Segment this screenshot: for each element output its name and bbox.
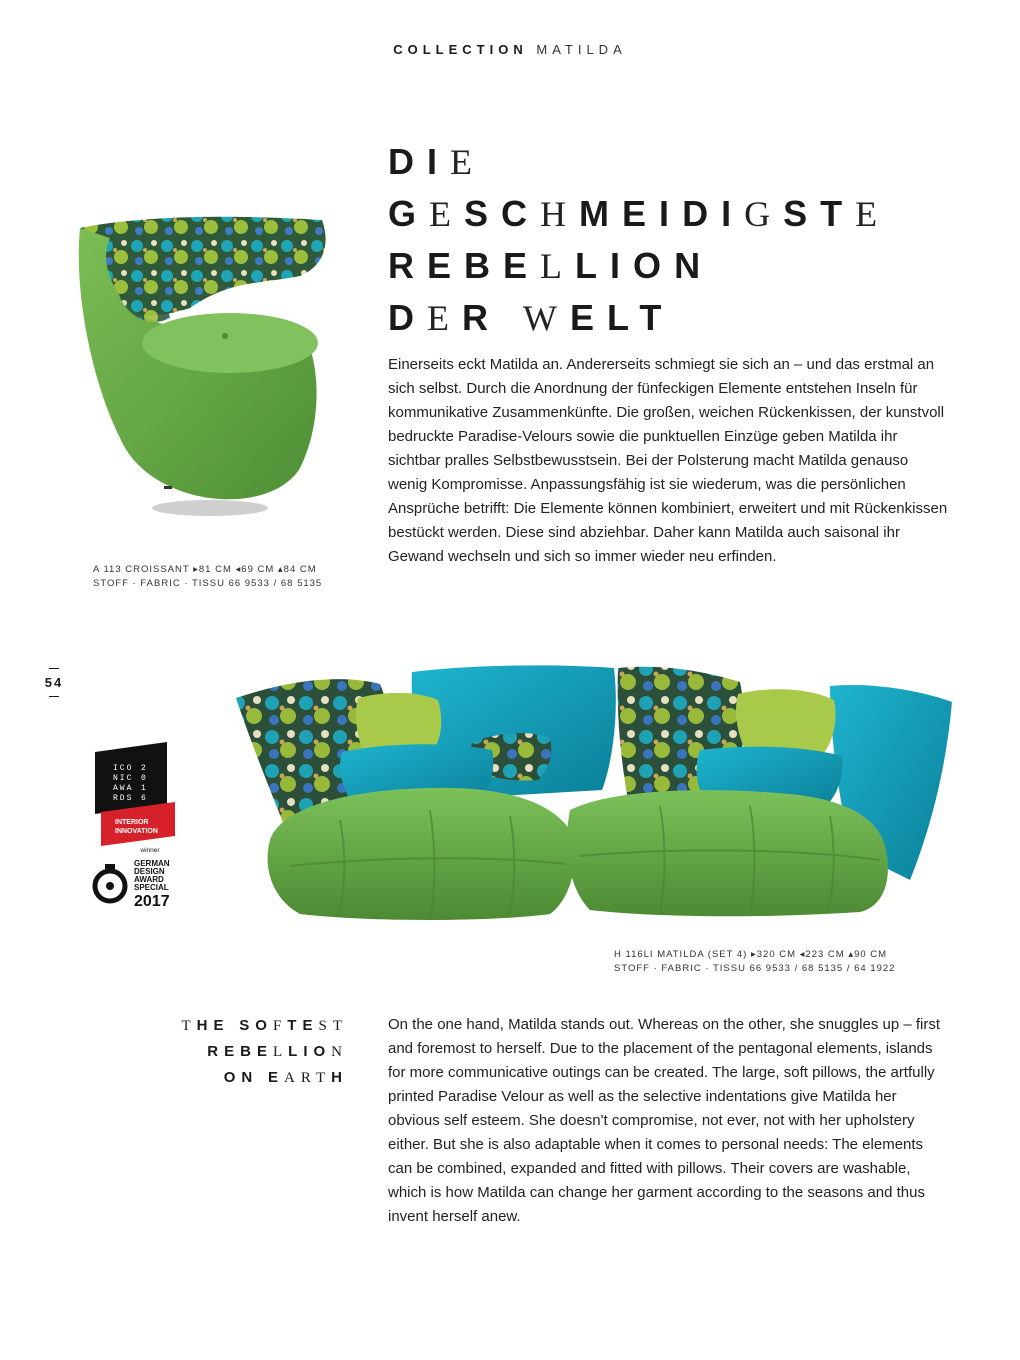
divider [49,668,59,669]
chair-caption-fabric: STOFF · FABRIC · TISSU 66 9533 / 68 5135 [93,578,323,589]
headline-char: S [239,1017,256,1034]
collection-name: MATILDA [536,42,627,57]
headline-char: D [388,141,427,182]
iconic-letters-0: ICO [113,764,134,773]
headline-char: H [196,1017,214,1034]
headline-char: T [332,1018,348,1034]
sofa-caption-model: H 116LI MATILDA (SET 4) ▸320 CM ◂223 CM ▴90 CM [614,949,888,960]
headline-char: E [622,193,660,234]
headline-char: E [427,298,462,338]
headline-char: E [256,1043,273,1060]
iconic-letters-1: NIC [113,774,134,783]
headline-char: N [241,1069,259,1086]
body-text-de: Einerseits eckt Matilda an. Andererseits schmiegt sie sich an – und das erstmal an sich selbst. Durch die Anordnung der fünfeckigen Elemente entstehen Inseln für kommunikative Zusammenkünfte. Die großen, weichen Rückenkissen, der kunstvoll bedruckte Paradise-Velours sowie die punktuellen Einzüge geben Matilda ihr sichtbar pralles Selbstbewusstsein. Bei der Polsterung macht Matilda genauso wenig Kompromisse. Anpassungsfähig ist sie wiederum, was die persönlichen Ansprüche betrifft: Die Elemente können kombiniert, erweitert und mit Rückenkissen bestückt werden. Diese sind abziehbar. Daher kann Matilda auch saisonal ihr Gewand wechseln und sich so immer wieder neu erfinden. [388,356,948,565]
headline-char: I [427,141,451,182]
headline-char: H [540,194,580,234]
headline-de [388,136,988,344]
body-text-en: On the one hand, Matilda stands out. Whereas on the other, she snuggles up – first and foremost to herself. Due to the placement of the pentagonal elements, islands for more communicative outings can be created. The large, soft pillows, the artfully printed Paradise Velour as well as the selective indentations give Matilda her obvious self esteem. She doesn't compromise, not ever, not with her upholstery either. But she is also adaptable when it comes to personal needs: The elements can be combined, expanded and fitted with pillows. Their covers are washable, which is how Matilda can change her garment according to the seasons and thus invent herself anew. [388,1016,941,1225]
headline-line [388,136,988,188]
headline-char [501,298,523,338]
headline-char [258,1070,268,1086]
headline-char: T [315,1070,332,1086]
collection-label: COLLECTION [393,42,528,57]
page-number [36,662,72,703]
iconic-awards-logo [93,742,177,848]
collection-header [0,42,1020,57]
headline-char: W [523,298,570,338]
gda-year: 2017 [134,893,170,910]
headline-char: O [223,1069,242,1086]
gda-line-0: GERMAN [134,859,170,868]
headline-char: H [331,1069,348,1086]
headline-char: E [450,142,486,182]
headline-char: T [181,1018,197,1034]
headline-char: I [610,245,634,286]
headline-char: A [284,1070,301,1086]
gda-winner: winner [140,847,160,854]
headline-char: T [820,193,856,234]
headline-char: T [287,1017,303,1034]
headline-char: S [464,193,502,234]
headline-line [388,292,988,344]
divider [49,696,59,697]
headline-char: E [569,297,607,338]
chair-caption [93,563,322,591]
iconic-letters-3: RDS [113,794,134,803]
page-number-value: 54 [44,675,64,690]
headline-char: I [721,193,745,234]
headline-char: D [682,193,722,234]
headline-char: S [318,1018,333,1034]
headline-char: E [224,1043,241,1060]
headline-char: M [579,193,623,234]
headline-char: E [503,245,541,286]
gda-line-2: AWARD [134,875,164,884]
gda-line-3: SPECIAL [134,883,169,892]
headline-char: E [213,1017,230,1034]
headline-char: E [429,194,465,234]
headline-char: L [540,246,576,286]
headline-char: O [255,1017,273,1034]
headline-char: E [427,245,465,286]
headline-en-line [140,1065,348,1091]
headline-char: N [331,1044,348,1060]
iconic-banner-0: INTERIOR [115,819,149,826]
headline-char: L [272,1044,289,1060]
headline-char: R [462,297,501,338]
german-design-award-logo [92,846,182,910]
headline-char: R [300,1070,316,1086]
headline-char: G [744,194,784,234]
headline-char: E [855,194,891,234]
gda-line-1: DESIGN [134,867,165,876]
chair-croissant-image [70,208,340,528]
iconic-year-3: 6 [141,794,148,803]
iconic-year-0: 2 [141,764,148,773]
headline-char: S [783,193,821,234]
headline-char: I [659,193,683,234]
headline-char: F [272,1018,288,1034]
headline-char: L [288,1043,304,1060]
headline-char: N [674,245,714,286]
headline-char: L [575,245,611,286]
sofa-caption [614,948,895,976]
headline-char: E [268,1069,285,1086]
headline-char: C [501,193,541,234]
headline-en-line [140,1013,348,1039]
headline-char: E [302,1017,319,1034]
iconic-year-2: 1 [141,784,148,793]
headline-char: R [388,245,427,286]
headline-char: R [207,1043,225,1060]
headline-en-line [140,1039,348,1065]
chair-caption-model: A 113 CROISSANT ▸81 CM ◂69 CM ▴84 CM [93,564,317,575]
headline-char: O [313,1043,332,1060]
headline-char: D [388,297,427,338]
iconic-letters-2: AWA [113,784,134,793]
headline-char: T [639,297,675,338]
headline-char: O [633,245,675,286]
sofa-matilda-image [230,660,960,930]
headline-line [388,240,988,292]
headline-char: B [240,1043,257,1060]
headline-char: L [607,297,640,338]
headline-char: B [464,245,504,286]
headline-line [388,188,988,240]
headline-char: G [388,193,430,234]
headline-char: I [303,1043,314,1060]
headline-en [140,1013,348,1091]
headline-char [230,1018,240,1034]
iconic-banner-1: INNOVATION [115,828,158,835]
sofa-caption-fabric: STOFF · FABRIC · TISSU 66 9533 / 68 5135 / 64 1922 [614,963,896,974]
iconic-year-1: 0 [141,774,148,783]
